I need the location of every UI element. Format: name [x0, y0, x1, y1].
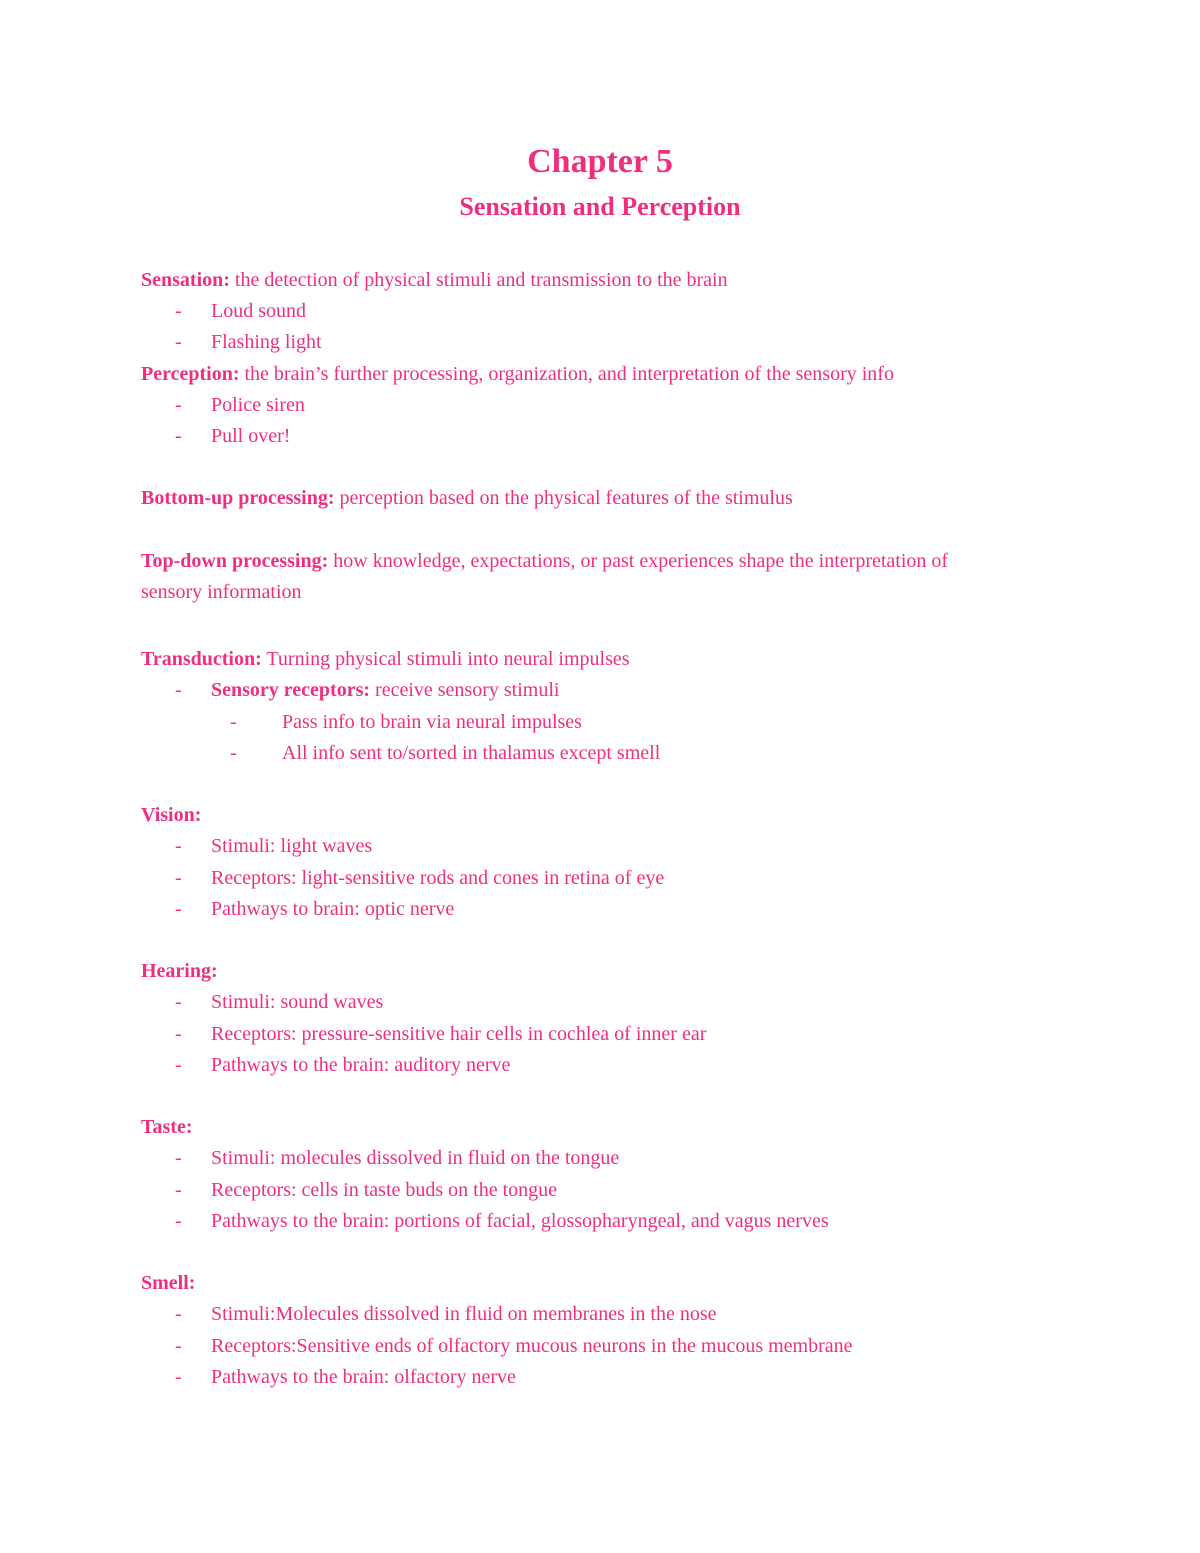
- bullet-dash: -: [175, 331, 182, 354]
- bullet-text: Police siren: [211, 393, 305, 416]
- list-item: [141, 863, 1081, 894]
- bullet-dash: -: [175, 897, 182, 920]
- bullet-text: Flashing light: [211, 331, 322, 354]
- definition-perception: [141, 359, 1081, 390]
- bullet-text: Stimuli: molecules dissolved in fluid on the tongue: [211, 1147, 620, 1170]
- list-item: [141, 707, 1081, 738]
- bullet-dash: -: [175, 1147, 182, 1170]
- bullet-text: Pathways to the brain: auditory nerve: [211, 1053, 511, 1076]
- list-item: [141, 421, 1081, 452]
- bullet-dash: -: [175, 393, 182, 416]
- term-label: Sensory receptors:: [211, 679, 371, 702]
- bullet-text: Loud sound: [211, 300, 306, 323]
- bullet-dash: -: [175, 866, 182, 889]
- definition-sensation: [141, 265, 1081, 296]
- definition-transduction: [141, 644, 1081, 675]
- list-item: [141, 1175, 1081, 1206]
- term-label: Transduction:: [141, 648, 262, 671]
- chapter-title: Chapter 5: [527, 143, 673, 180]
- list-item: [141, 296, 1081, 327]
- list-item: [141, 1331, 1081, 1362]
- definition-text: receive sensory stimuli: [370, 679, 560, 702]
- bullet-dash: -: [230, 741, 237, 764]
- bullet-text: Pull over!: [211, 425, 291, 448]
- bullet-text: Receptors: cells in taste buds on the tongue: [211, 1178, 558, 1201]
- bullet-text: Pathways to brain: optic nerve: [211, 897, 455, 920]
- list-item: [141, 738, 1081, 769]
- bullet-dash: -: [175, 1053, 182, 1076]
- term-label: Perception:: [141, 362, 240, 385]
- bullet-dash: -: [175, 991, 182, 1014]
- bullet-text: Receptors: pressure-sensitive hair cells in cochlea of inner ear: [211, 1022, 707, 1045]
- bullet-dash: -: [175, 300, 182, 323]
- definition-text: the detection of physical stimuli and transmission to the brain: [229, 269, 728, 291]
- list-item: [141, 1362, 1081, 1393]
- definition-text: how knowledge, expectations, or past experiences shape the interpretation of sensory information: [141, 549, 949, 603]
- definition-top-down: [141, 546, 971, 608]
- bullet-text: Receptors: light-sensitive rods and cones in retina of eye: [211, 866, 665, 889]
- bullet-text: Stimuli: sound waves: [211, 991, 384, 1014]
- bullet-text: Pass info to brain via neural impulses: [282, 710, 582, 733]
- bullet-text: Pathways to the brain: olfactory nerve: [211, 1365, 516, 1388]
- list-item: [141, 1206, 1081, 1237]
- chapter-subtitle: Sensation and Perception: [459, 192, 741, 221]
- bullet-dash: -: [175, 1209, 182, 1232]
- bullet-text: Receptors:Sensitive ends of olfactory mucous neurons in the mucous membrane: [211, 1334, 853, 1357]
- list-item: [141, 327, 1081, 358]
- bullet-text: Stimuli:Molecules dissolved in fluid on membranes in the nose: [211, 1303, 717, 1326]
- definition-text: Turning physical stimuli into neural impulses: [261, 648, 630, 671]
- term-label: Bottom-up processing:: [141, 487, 335, 510]
- definition-text: perception based on the physical features of the stimulus: [334, 487, 793, 510]
- list-item: [141, 831, 1081, 862]
- bullet-dash: -: [175, 679, 182, 702]
- list-item: [141, 987, 1081, 1018]
- term-label: Top-down processing:: [141, 549, 329, 572]
- definition-text: the brain’s further processing, organization, and interpretation of the sensory info: [239, 362, 894, 385]
- section-heading-smell: Smell:: [141, 1272, 196, 1295]
- bullet-dash: -: [175, 835, 182, 858]
- bullet-text: All info sent to/sorted in thalamus except smell: [282, 741, 661, 764]
- list-item: [141, 894, 1081, 925]
- section-heading-vision: Vision:: [141, 804, 202, 827]
- list-item: [141, 1299, 1081, 1330]
- section-heading-taste: Taste:: [141, 1116, 193, 1139]
- bullet-dash: -: [230, 710, 237, 733]
- list-item: [141, 1143, 1081, 1174]
- list-item: [141, 1019, 1081, 1050]
- bullet-dash: -: [175, 425, 182, 448]
- bullet-dash: -: [175, 1022, 182, 1045]
- notes-body: [141, 265, 1081, 1393]
- bullet-dash: -: [175, 1334, 182, 1357]
- bullet-dash: -: [175, 1178, 182, 1201]
- bullet-text: Pathways to the brain: portions of facial, glossopharyngeal, and vagus nerves: [211, 1209, 829, 1232]
- term-label: Sensation:: [141, 269, 230, 291]
- bullet-text: Stimuli: light waves: [211, 835, 373, 858]
- section-heading-hearing: Hearing:: [141, 960, 218, 983]
- list-item: [141, 1050, 1081, 1081]
- list-item: [141, 675, 1081, 706]
- list-item: [141, 390, 1081, 421]
- definition-bottom-up: [141, 483, 1081, 514]
- bullet-dash: -: [175, 1365, 182, 1388]
- bullet-dash: -: [175, 1303, 182, 1326]
